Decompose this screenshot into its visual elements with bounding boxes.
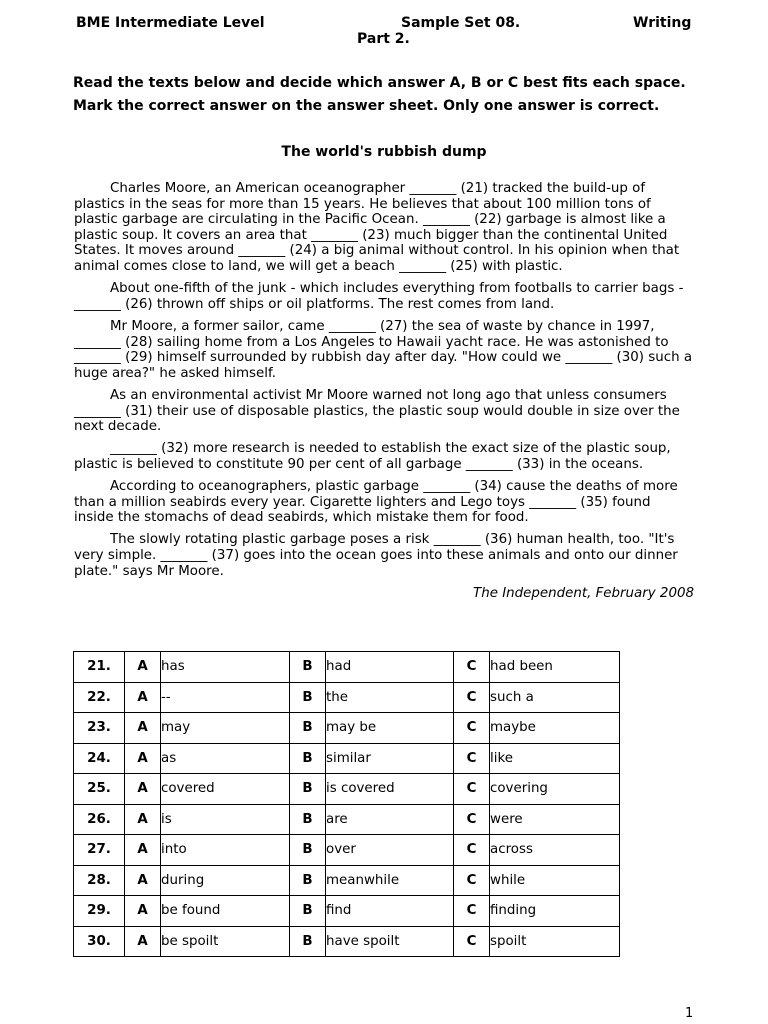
option-letter-b: B [290, 743, 326, 774]
table-row [74, 682, 620, 713]
option-letter-b: B [290, 774, 326, 805]
option-b: had [326, 652, 454, 683]
option-letter-a: A [125, 896, 161, 927]
option-c: spoilt [490, 926, 620, 957]
option-letter-c: C [454, 774, 490, 805]
question-number: 26. [74, 804, 125, 835]
option-a: during [161, 865, 290, 896]
option-a: covered [161, 774, 290, 805]
option-c: were [490, 804, 620, 835]
option-b: is covered [326, 774, 454, 805]
option-letter-c: C [454, 804, 490, 835]
option-c: such a [490, 682, 620, 713]
option-letter-a: A [125, 652, 161, 683]
option-a: has [161, 652, 290, 683]
question-number: 23. [74, 713, 125, 744]
page-number: 1 [685, 1006, 694, 1021]
header-skill: Writing [633, 15, 692, 31]
option-letter-a: A [125, 926, 161, 957]
option-letter-c: C [454, 652, 490, 683]
option-a: be found [161, 896, 290, 927]
paragraph: Charles Moore, an American oceanographer _______ (21) tracked the build-up of plastics in the seas for more than 15 years. He believes that about 100 million tons of plastic garbage are circulating in the Pacific Ocean. _______ (22) garbage is almost like a plastic soup. It covers an area that _______ (23) much bigger than the continental United States. It moves around _______ (24) a big animal without control. In his opinion when that animal comes close to land, we will get a beach _______ (25) with plastic. [74, 181, 680, 274]
paragraph: _______ (32) more research is needed to establish the exact size of the plastic soup, plastic is believed to constitute 90 per cent of all garbage _______ (33) in the oceans. [74, 441, 671, 472]
option-letter-b: B [290, 682, 326, 713]
table-row [74, 926, 620, 957]
question-number: 21. [74, 652, 125, 683]
option-a: as [161, 743, 290, 774]
option-a: may [161, 713, 290, 744]
option-letter-c: C [454, 713, 490, 744]
option-b: the [326, 682, 454, 713]
option-a: into [161, 835, 290, 866]
table-row [74, 896, 620, 927]
option-letter-c: C [454, 835, 490, 866]
option-letter-a: A [125, 713, 161, 744]
option-letter-a: A [125, 835, 161, 866]
option-letter-a: A [125, 774, 161, 805]
question-number: 30. [74, 926, 125, 957]
table-row [74, 804, 620, 835]
option-c: like [490, 743, 620, 774]
option-c: had been [490, 652, 620, 683]
option-b: find [326, 896, 454, 927]
option-letter-a: A [125, 743, 161, 774]
option-b: have spoilt [326, 926, 454, 957]
instruction-line-2: Mark the correct answer on the answer sheet. Only one answer is correct. [73, 98, 660, 114]
option-letter-c: C [454, 743, 490, 774]
option-a: be spoilt [161, 926, 290, 957]
option-a: is [161, 804, 290, 835]
option-letter-a: A [125, 865, 161, 896]
option-c: while [490, 865, 620, 896]
table-row [74, 774, 620, 805]
instruction-line-1: Read the texts below and decide which answer A, B or C best fits each space. [73, 75, 686, 91]
question-number: 29. [74, 896, 125, 927]
option-letter-b: B [290, 926, 326, 957]
option-letter-b: B [290, 835, 326, 866]
option-b: may be [326, 713, 454, 744]
table-row [74, 743, 620, 774]
option-letter-b: B [290, 713, 326, 744]
header-set: Sample Set 08. [401, 15, 521, 31]
option-letter-c: C [454, 682, 490, 713]
option-letter-a: A [125, 804, 161, 835]
paragraph: According to oceanographers, plastic garbage _______ (34) cause the deaths of more than a million seabirds every year. Cigarette lighters and Lego toys _______ (35) found inside the stomachs of dead seabirds, which mistake them for food. [74, 479, 678, 526]
table-row [74, 713, 620, 744]
article-body [74, 181, 694, 608]
paragraph: The slowly rotating plastic garbage poses a risk _______ (36) human health, too. "It's very simple. _______ (37) goes into the ocean goes into these animals and onto our dinner plate." says Mr Moore. [74, 532, 678, 579]
option-letter-b: B [290, 804, 326, 835]
paragraph: About one-fifth of the junk - which includes everything from footballs to carrier bags - _______ (26) thrown off ships or oil platforms. The rest comes from land. [74, 281, 684, 312]
answer-options-table [73, 651, 620, 957]
option-b: meanwhile [326, 865, 454, 896]
question-number: 28. [74, 865, 125, 896]
option-letter-c: C [454, 926, 490, 957]
table-row [74, 652, 620, 683]
table-row [74, 865, 620, 896]
paragraph: Mr Moore, a former sailor, came _______ (27) the sea of waste by chance in 1997, _______ (28) sailing home from a Los Angeles to Hawaii yacht race. He was astonished to _______ (29) himself surrounded by rubbish day after day. "How could we _______ (30) such a huge area?" he asked himself. [74, 318, 693, 381]
article-title: The world's rubbish dump [281, 144, 487, 160]
option-letter-b: B [290, 652, 326, 683]
paragraph: As an environmental activist Mr Moore warned not long ago that unless consumers _______ (31) their use of disposable plastics, the plastic soup would double in size over the next decade. [74, 387, 680, 435]
article-source: The Independent, February 2008 [473, 585, 694, 601]
option-b: are [326, 804, 454, 835]
option-letter-c: C [454, 896, 490, 927]
option-c: across [490, 835, 620, 866]
header-part: Part 2. [357, 31, 410, 47]
question-number: 27. [74, 835, 125, 866]
option-c: finding [490, 896, 620, 927]
option-c: covering [490, 774, 620, 805]
question-number: 24. [74, 743, 125, 774]
option-letter-c: C [454, 865, 490, 896]
question-number: 25. [74, 774, 125, 805]
question-number: 22. [74, 682, 125, 713]
option-letter-b: B [290, 896, 326, 927]
option-letter-b: B [290, 865, 326, 896]
header-level: BME Intermediate Level [76, 15, 265, 31]
option-c: maybe [490, 713, 620, 744]
table-row [74, 835, 620, 866]
option-letter-a: A [125, 682, 161, 713]
option-a: -- [161, 682, 290, 713]
option-b: similar [326, 743, 454, 774]
option-b: over [326, 835, 454, 866]
